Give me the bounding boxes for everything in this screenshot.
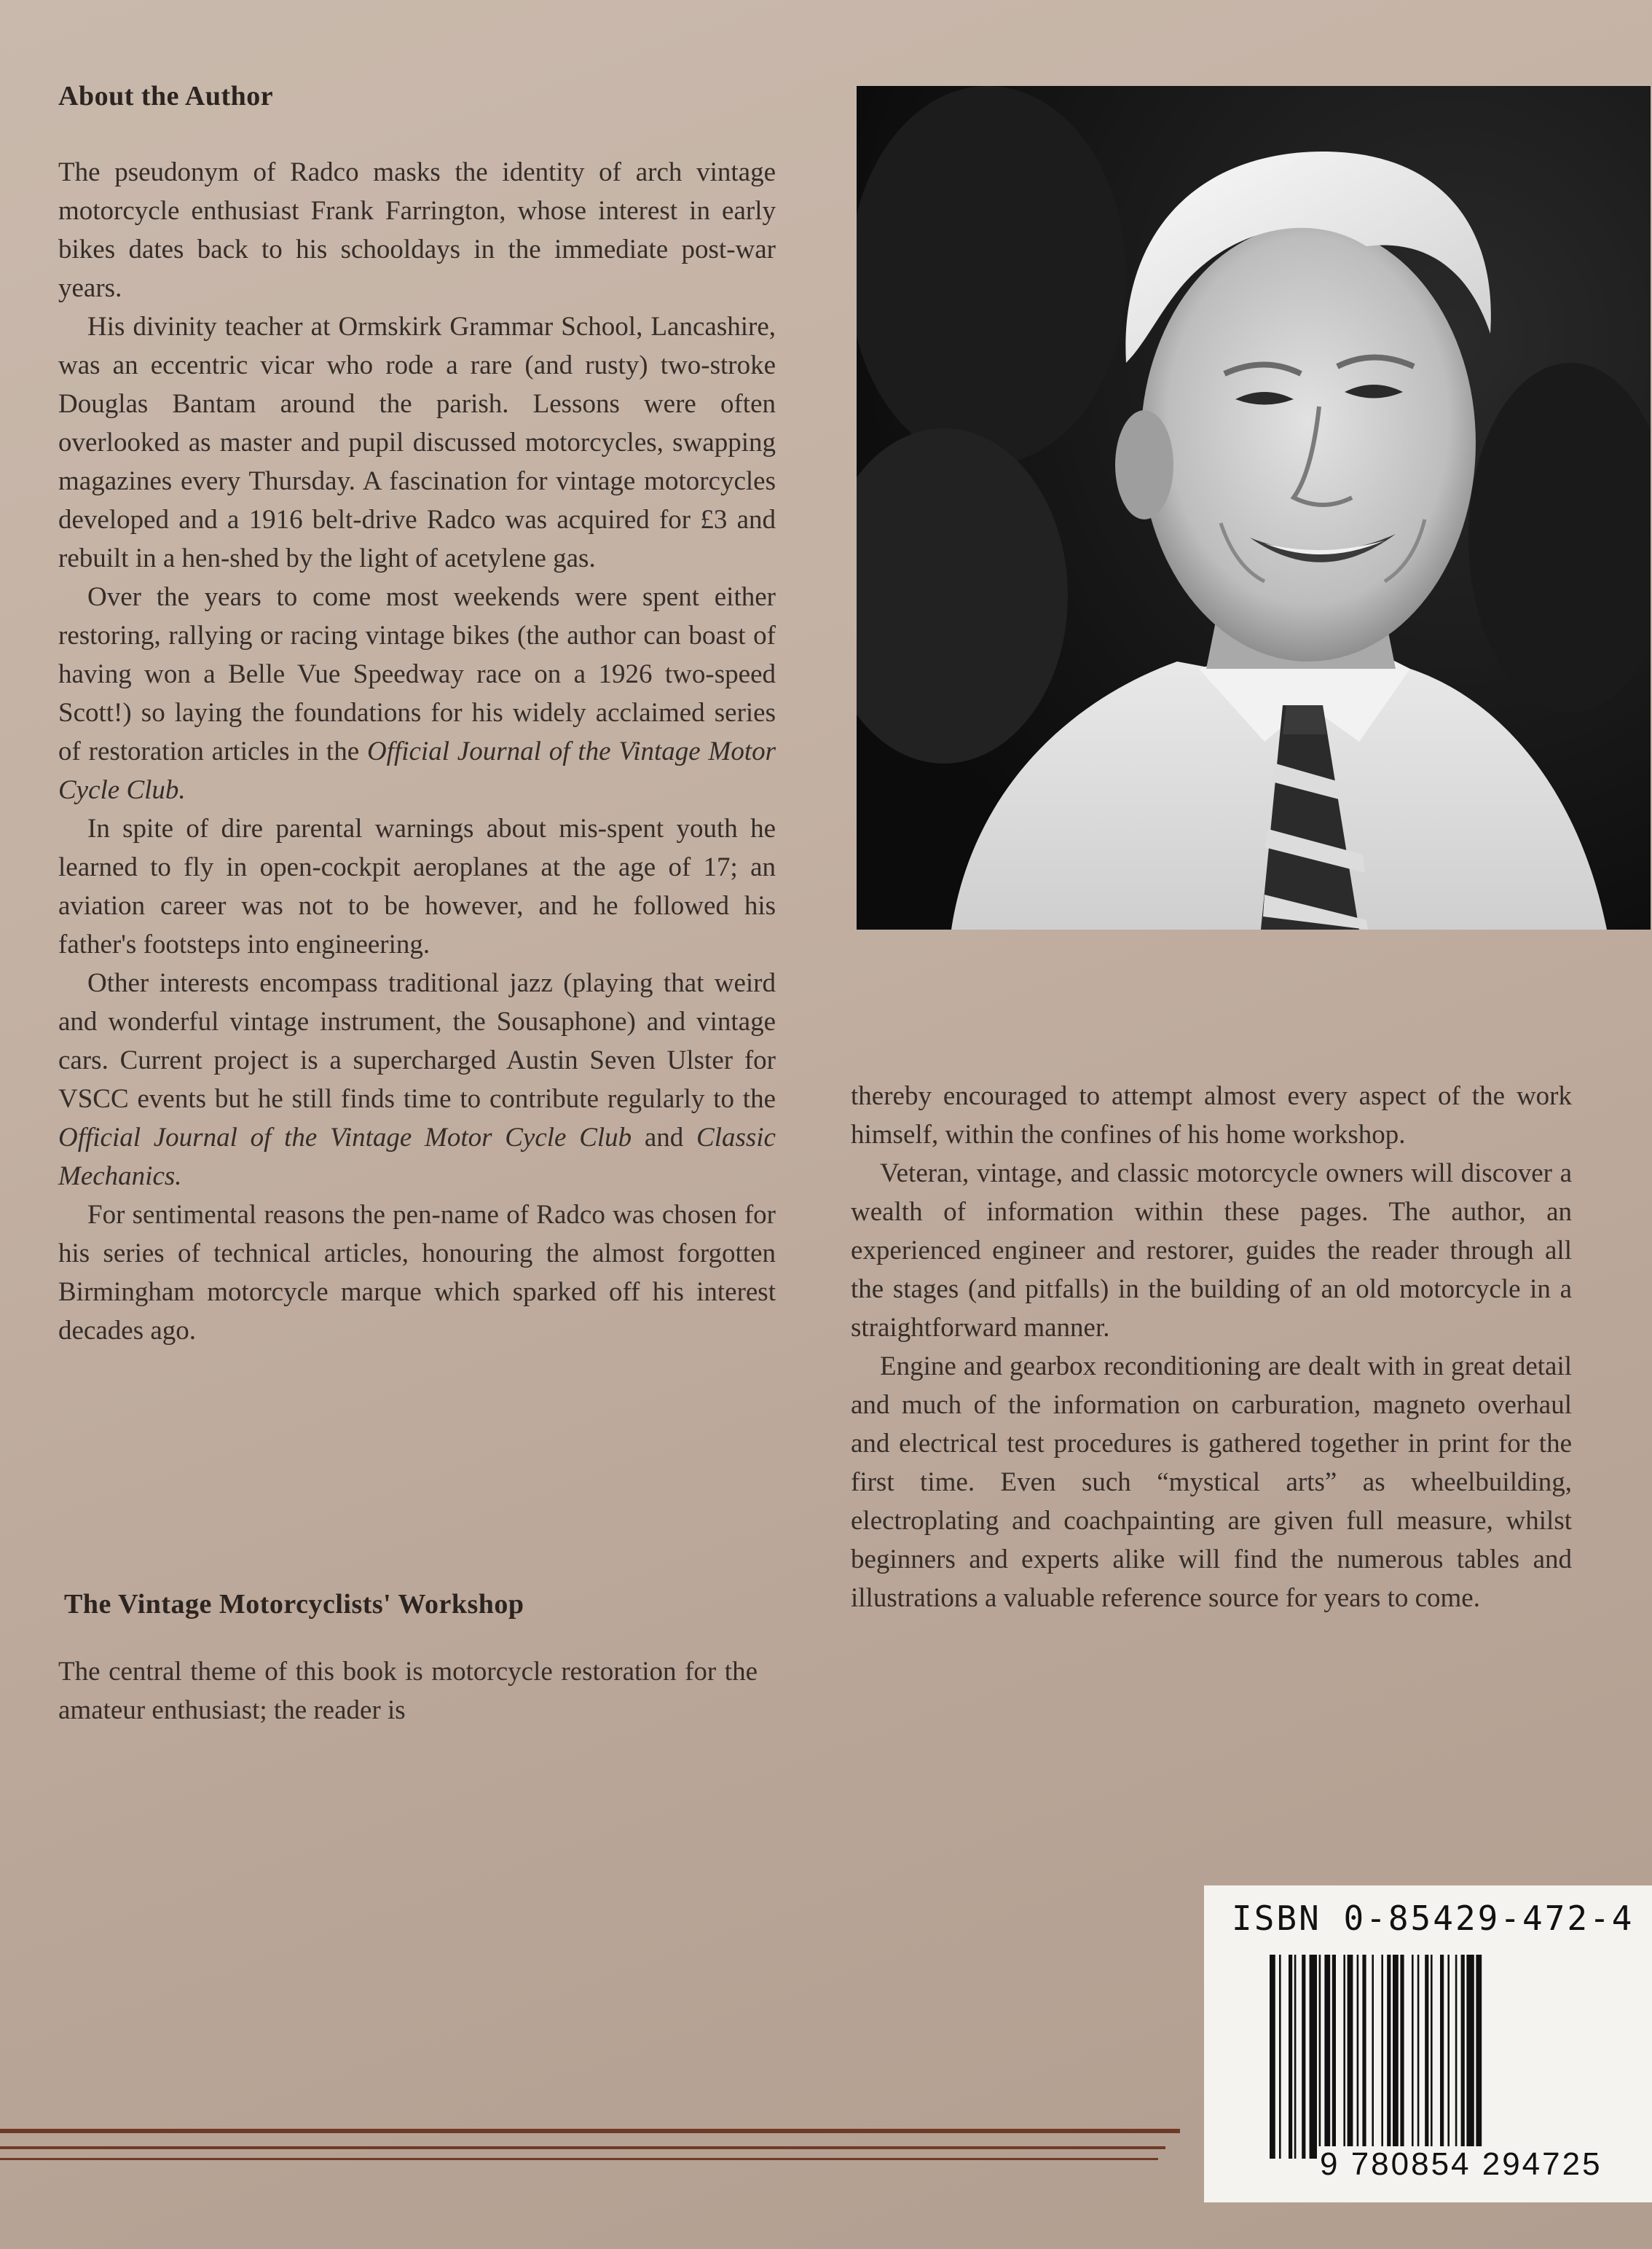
about-paragraph-3-text: Over the years to come most weekends were spent either restoring, rallying or racing vintage bikes (the author can boast of having won a Belle Vue Speedway race on a 1926 two-speed Scott!) so laying the foundations for his widely acclaimed series of restoration articles in the [58,582,776,766]
about-paragraph-6: For sentimental reasons the pen-name of Radco was chosen for his series of technical articles, honouring the almost forgotten Birmingham motorcycle marque which sparked off his interest decades ago. [58,1200,776,1346]
decorative-rule-third [0,2158,1158,2160]
barcode-bar [1270,1955,1275,2159]
barcode-bar [1461,1955,1465,2159]
barcode-bar [1348,1955,1353,2159]
journal-title-2: Official Journal of the Vintage Motor Cycle Club [58,1123,632,1153]
barcode-bar [1387,1955,1391,2159]
barcode-bar [1440,1955,1444,2159]
workshop-heading: The Vintage Motorcyclists' Workshop [64,1589,524,1620]
barcode-bar [1447,1955,1450,2159]
barcode-bar [1431,1955,1433,2159]
barcode-bar [1417,1955,1420,2159]
barcode-bar [1332,1955,1336,2159]
barcode-bar [1381,1955,1383,2159]
barcode-bar [1302,1955,1305,2159]
isbn-barcode [1204,1885,1652,2202]
author-photo [857,86,1651,930]
barcode-bar [1310,1955,1317,2159]
barcode-bar [1425,1955,1428,2159]
about-paragraph-2: His divinity teacher at Ormskirk Grammar School, Lancashire, was an eccentric vicar who rode a rare (and rusty) two-stroke Douglas Bantam around the parish. Lessons were often overlooked as master and pupil discussed motorcycles, swapping magazines every Thursday. A fascination for vintage motorcycles developed and a 1916 belt-drive Radco was acquired for £3 and rebuilt in a hen-shed by the light of acetylene gas. [58,312,776,573]
barcode-bar [1294,1955,1297,2159]
barcode-digits: 9 780854 294725 [1317,2146,1605,2183]
barcode-bar [1343,1955,1345,2159]
journal-title: Official Journal of the Vintage Motor Cycle Club. [58,737,776,805]
barcode-bar [1289,1955,1292,2159]
about-paragraph-1: The pseudonym of Radco masks the identity of arch vintage motorcycle enthusiast Frank Farrington, whose interest in early bikes dates back to his schooldays in the immediate post-war years. [58,157,776,303]
isbn-label: ISBN 0-85429-472-4 [1232,1899,1635,1938]
decorative-rule-top [0,2129,1180,2133]
barcode-bar [1400,1955,1404,2159]
about-paragraph-5-text: Other interests encompass traditional jazz (playing that weird and wonderful vintage instrument, the Sousaphone) and vintage cars. Current project is a supercharged Austin Seven Ulster for VSCC events but he still finds time to contribute regularly to the [58,968,776,1114]
about-paragraph-5 [58,964,776,1196]
barcode-bar [1466,1955,1474,2159]
author-portrait-illustration [857,86,1651,930]
about-paragraph-3 [58,578,776,809]
barcode-bar [1476,1955,1482,2159]
barcode-bar [1279,1955,1281,2159]
barcode-bar [1362,1955,1366,2159]
barcode-bar [1324,1955,1330,2159]
workshop-paragraph-1-start: The central theme of this book is motorcycle restoration for the amateur enthusiast; the reader is [58,1657,758,1725]
barcode-bar [1357,1955,1359,2159]
barcode-bar [1393,1955,1399,2159]
barcode-bar [1372,1955,1374,2159]
workshop-paragraph-2: Veteran, vintage, and classic motorcycle owners will discover a wealth of information within these pages. The author, an experienced engineer and restorer, guides the reader through all the stages (and pitfalls) in the building of an old motorcycle in a straightforward manner. [851,1158,1572,1343]
decorative-rule-bottom [0,2146,1165,2149]
classic-mechanics-title: Classic Mechanics. [58,1123,776,1191]
about-paragraph-5-and: and [632,1123,697,1153]
about-paragraph-4: In spite of dire parental warnings about mis-spent youth he learned to fly in open-cockpit aeroplanes at the age of 17; an aviation career was not to be however, and he followed his father's footsteps into engineering. [58,814,776,959]
barcode-bar [1319,1955,1321,2159]
workshop-paragraph-1-end: thereby encouraged to attempt almost every aspect of the work himself, within the confines of his home workshop. [851,1081,1572,1150]
about-author-column [58,153,776,1350]
workshop-column-left [58,1652,758,1730]
workshop-column-right [851,1077,1572,1617]
barcode-bar [1455,1955,1458,2159]
barcode-bar [1412,1955,1414,2159]
workshop-paragraph-3: Engine and gearbox reconditioning are dealt with in great detail and much of the information on carburation, magneto overhaul and electrical test procedures is gathered together in print for the first time. Even such “mystical arts” as wheelbuilding, electroplating and coachpainting are given full measure, whilst beginners and experts alike will find the numerous tables and illustrations a valuable reference source for years to come. [851,1351,1572,1613]
about-author-heading: About the Author [58,81,274,111]
